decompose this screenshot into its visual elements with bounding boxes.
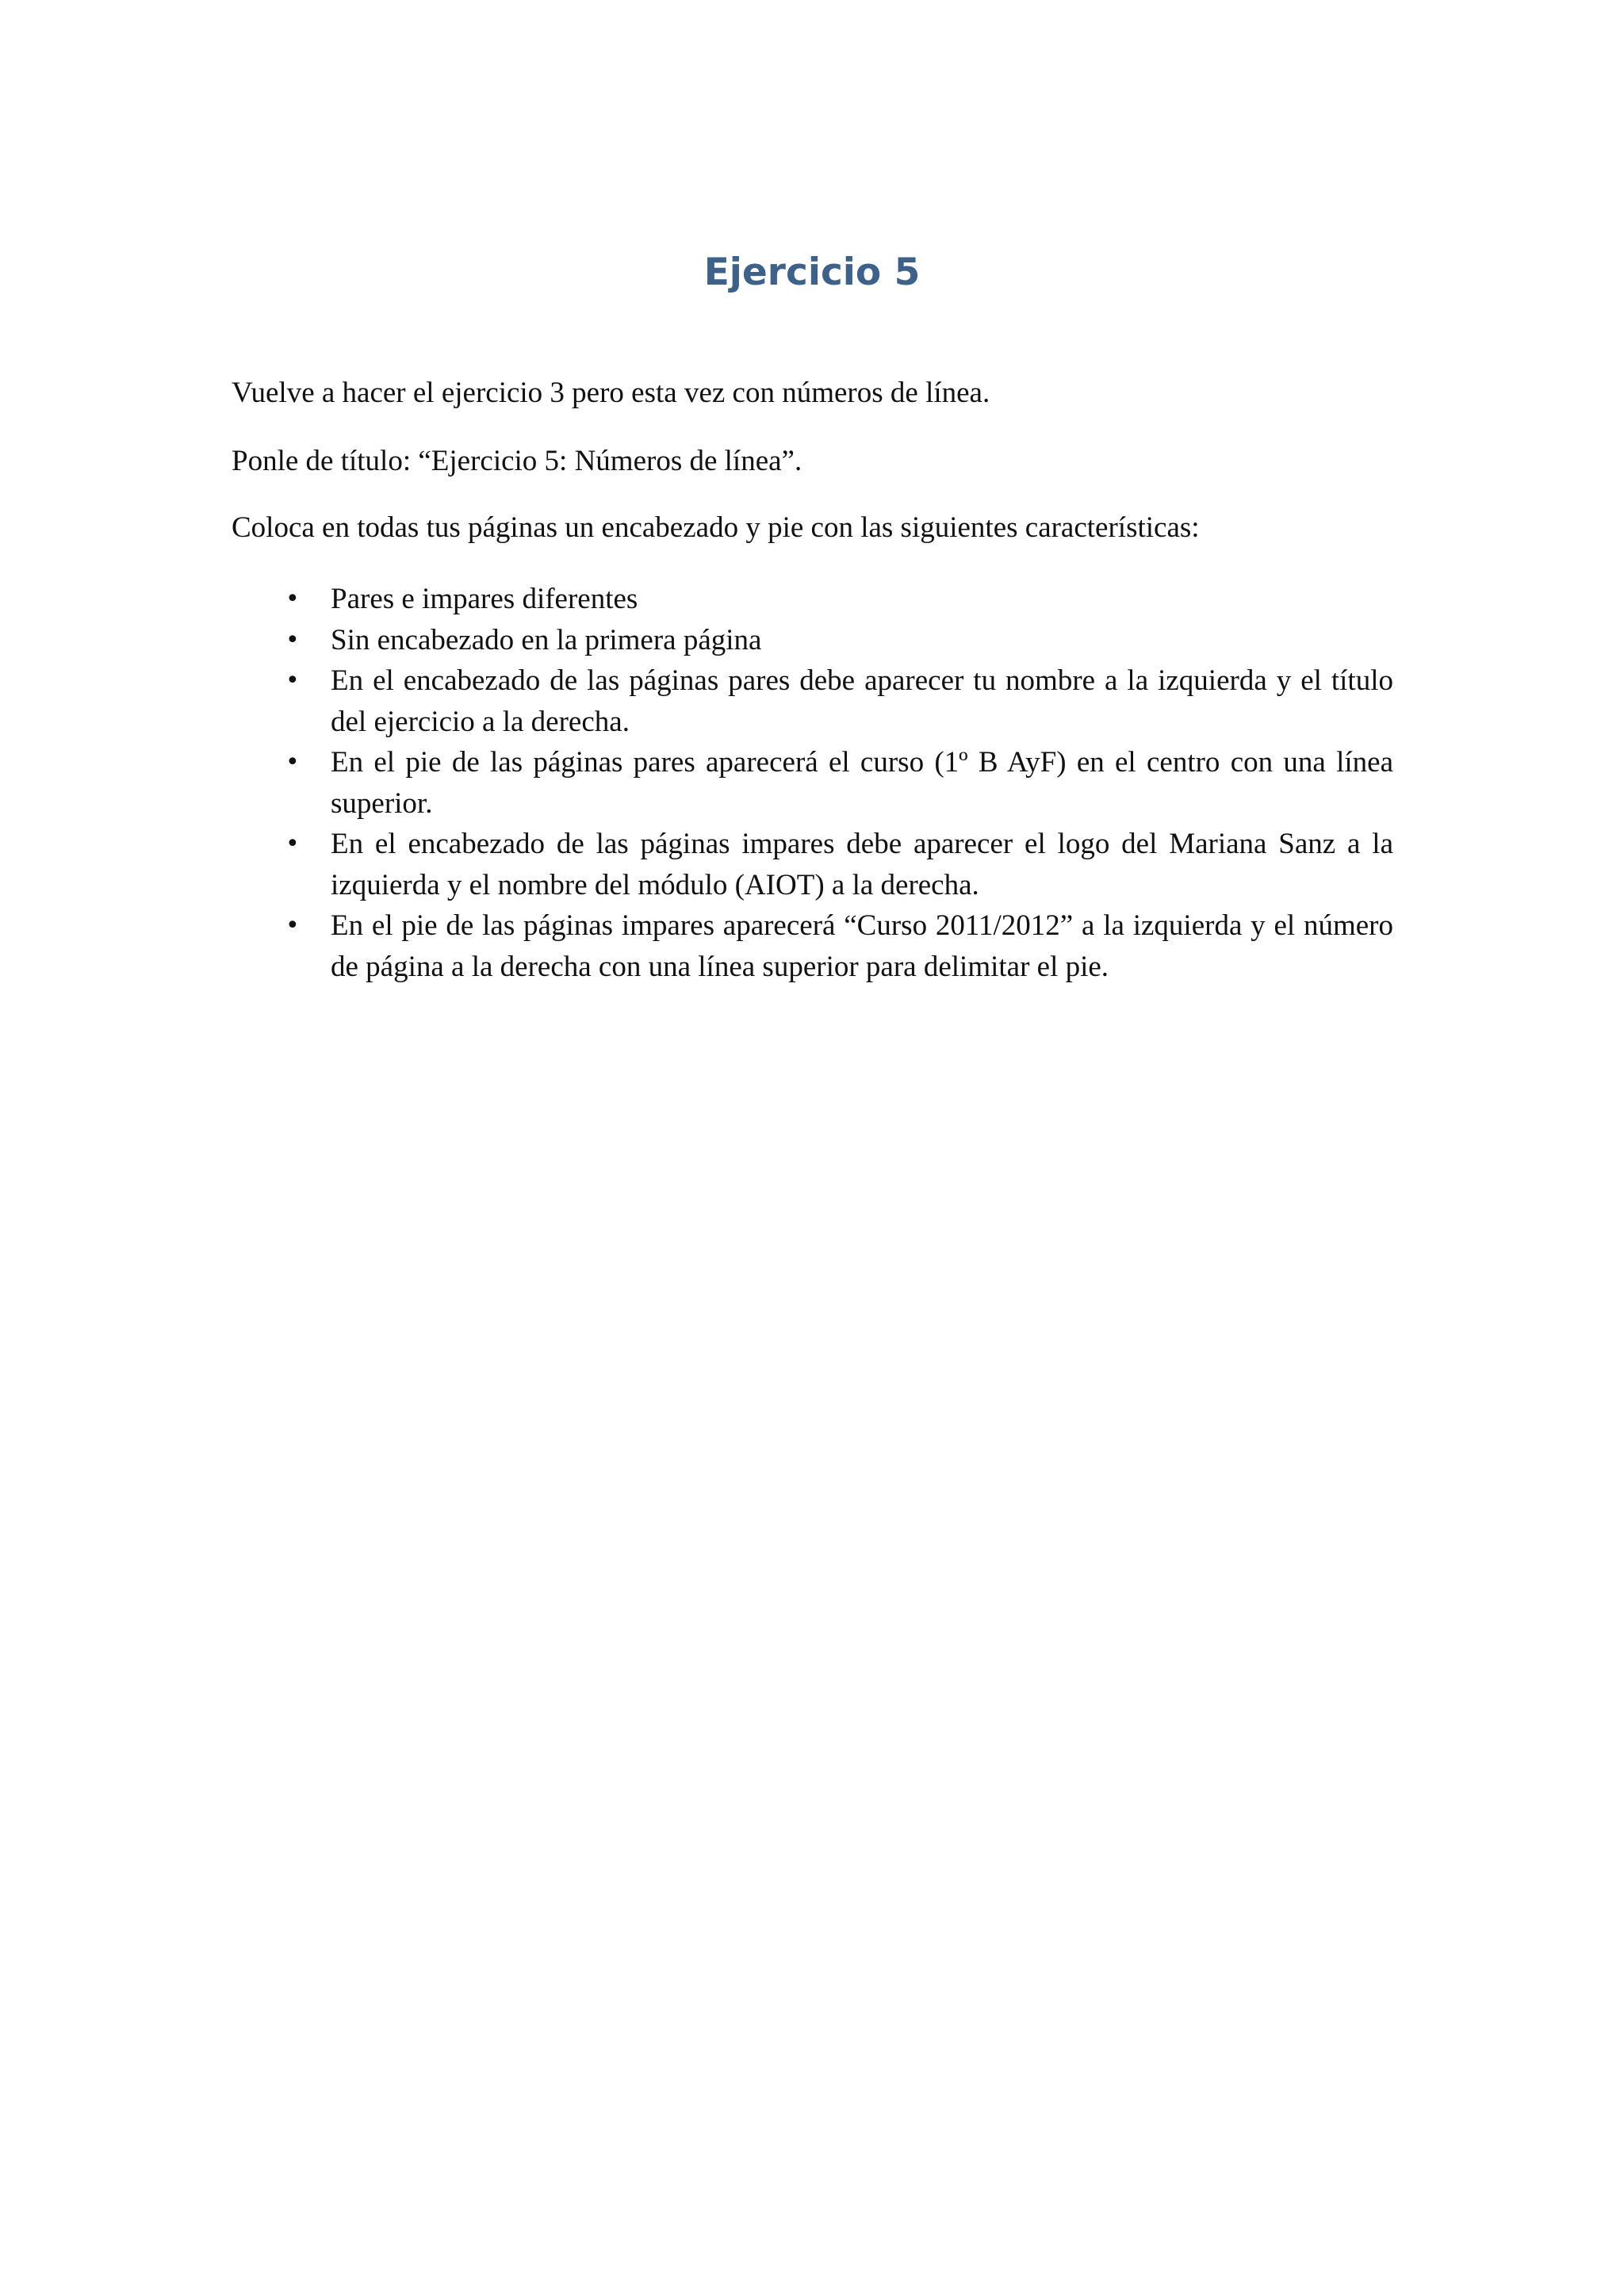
list-item-text: En el encabezado de las páginas impares debe aparecer el logo del Mariana Sanz a la izquierda y el nombre del módulo (AIOT) a la derecha.	[331, 828, 1393, 901]
bullet-icon: •	[285, 830, 300, 858]
paragraph-header-footer-intro: Coloca en todas tus páginas un encabezado y pie con las siguientes características:	[232, 511, 1200, 544]
paragraph-title-instruction: Ponle de título: “Ejercicio 5: Números de línea”.	[232, 445, 802, 477]
bullet-icon: •	[285, 667, 300, 695]
list-item	[232, 824, 1393, 905]
bullet-icon: •	[285, 748, 300, 776]
paragraph-instructions: Vuelve a hacer el ejercicio 3 pero esta vez con números de línea.	[232, 377, 990, 409]
list-item-text: Sin encabezado en la primera página	[331, 623, 762, 656]
page-title: Ejercicio 5	[703, 251, 921, 294]
list-item	[232, 579, 1393, 620]
list-item-text: En el encabezado de las páginas pares debe aparecer tu nombre a la izquierda y el título del ejercicio a la derecha.	[331, 664, 1393, 738]
bullet-icon: •	[285, 912, 300, 939]
bullet-icon: •	[285, 585, 300, 613]
list-item-text: En el pie de las páginas impares aparecerá “Curso 2011/2012” a la izquierda y el número de página a la derecha con una línea superior para delimitar el pie.	[331, 909, 1393, 983]
list-item-text: En el pie de las páginas pares aparecerá el curso (1º B AyF) en el centro con una línea superior.	[331, 746, 1393, 820]
list-item	[232, 905, 1393, 987]
bullet-icon: •	[285, 626, 300, 654]
list-item-text: Pares e impares diferentes	[331, 583, 638, 615]
list-item	[232, 742, 1393, 824]
requirements-list	[232, 579, 1393, 987]
list-item	[232, 620, 1393, 661]
list-item	[232, 660, 1393, 742]
